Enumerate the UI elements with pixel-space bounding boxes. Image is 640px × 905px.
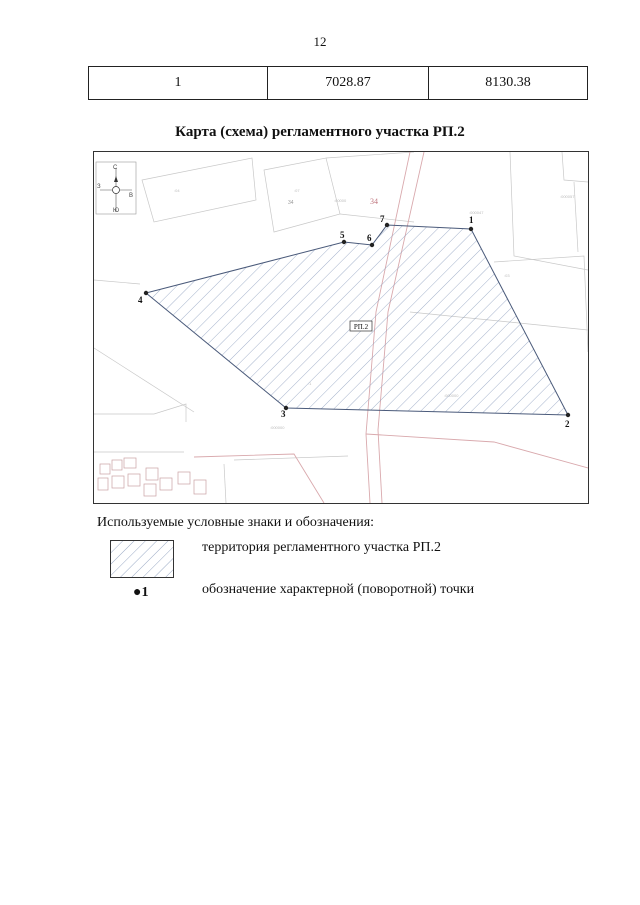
page-number: 12 [313,34,327,49]
svg-text::07: :07 [294,188,300,193]
point-number-cell: 1 [89,67,268,100]
compass-west: З [97,184,101,190]
svg-text::000047: :000047 [469,210,484,215]
map-title: Карта (схема) регламентного участка РП.2 [175,124,465,140]
point-label-4: 4 [138,295,143,305]
map-canvas [94,152,588,503]
point-label-6: 6 [367,233,372,243]
table-row [89,67,588,100]
legend-hatch-swatch [110,540,174,578]
legend-point-text: обозначение характерной (поворотной) точки [202,582,475,597]
map-frame [93,151,589,504]
parcel-number: 34 [370,197,378,206]
compass-east: В [129,193,134,199]
regulatory-area [146,225,568,415]
point-marker-7 [385,223,389,227]
svg-text::000057: :000057 [560,194,575,199]
y-coordinate-cell: 8130.38 [429,67,588,100]
point-label-2: 2 [565,419,570,429]
svg-text::00000: :00000 [334,198,347,203]
point-label-3: 3 [281,409,286,419]
coordinates-table [88,66,588,100]
point-label-1: 1 [469,215,474,225]
compass-north: С [113,165,118,171]
point-marker-6 [370,243,374,247]
area-label: РП.2 [353,323,369,331]
svg-text::04: :04 [174,188,180,193]
point-marker-5 [342,240,346,244]
point-marker-2 [566,413,570,417]
legend-heading: Используемые условные знаки и обозначения: [97,515,375,530]
compass-south: Ю [113,208,120,214]
point-label-7: 7 [380,214,385,224]
x-coordinate-cell: 7028.87 [268,67,429,100]
point-marker-4 [144,291,148,295]
svg-text::000000: :000000 [270,425,285,430]
point-label-5: 5 [340,230,345,240]
legend-point-symbol: ●1 [133,585,149,600]
svg-text::03: :03 [504,273,510,278]
small-plots [98,458,206,496]
point-marker-1 [469,227,473,231]
compass-rose-icon [96,162,136,214]
parcel-number-small: 34 [288,200,294,206]
legend-area-text: территория регламентного участка РП.2 [202,540,441,555]
